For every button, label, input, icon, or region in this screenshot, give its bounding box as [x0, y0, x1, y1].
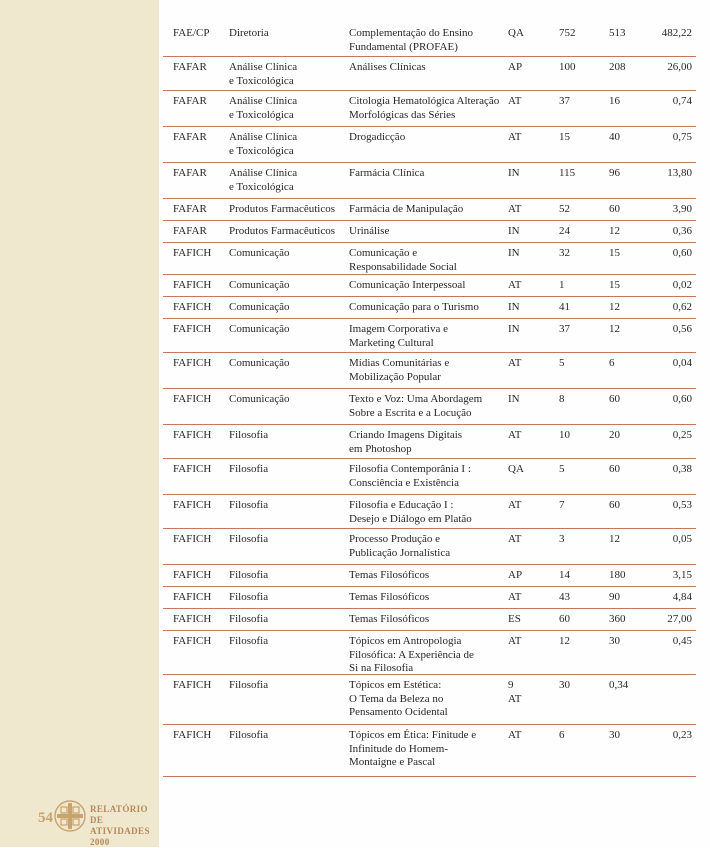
- hours-cell: 0,34: [609, 679, 629, 691]
- unit-cell: FAFAR: [173, 225, 207, 237]
- hours-cell: 12: [609, 323, 620, 335]
- dept-cell: Comunicação: [229, 393, 290, 405]
- hours-cell: 360: [609, 613, 626, 625]
- hours-cell: 12: [609, 225, 620, 237]
- hours-cell: 12: [609, 301, 620, 313]
- table-row: [163, 274, 696, 297]
- type-cell: IN: [508, 323, 520, 335]
- enrolled-cell: 24: [559, 225, 570, 237]
- enrolled-cell: 14: [559, 569, 570, 581]
- enrolled-cell: 6: [559, 729, 565, 741]
- course-cell: Temas Filosóficos: [349, 613, 430, 625]
- hours-cell: 15: [609, 279, 620, 291]
- unit-cell: FAFAR: [173, 95, 207, 107]
- unit-cell: FAE/CP: [173, 27, 210, 39]
- type-cell: AT: [508, 533, 522, 545]
- type-cell: AT: [508, 635, 522, 647]
- unit-cell: FAFICH: [173, 429, 212, 441]
- table-row: [163, 424, 696, 459]
- dept-cell: Filosofia: [229, 591, 269, 603]
- dept-cell: Comunicação: [229, 357, 290, 369]
- hours-cell: 40: [609, 131, 620, 143]
- dept-cell: Comunicação: [229, 323, 290, 335]
- dept-cell: Filosofia: [229, 635, 269, 647]
- course-cell: Mídias Comunitárias e Mobilização Popular: [349, 357, 450, 383]
- type-cell: IN: [508, 301, 520, 313]
- value-cell: 482,22: [661, 27, 692, 39]
- course-cell: Análises Clínicas: [349, 61, 426, 73]
- value-cell: 0,74: [672, 95, 692, 107]
- value-cell: 27,00: [667, 613, 692, 625]
- course-cell: Temas Filosóficos: [349, 569, 430, 581]
- value-cell: 3,15: [672, 569, 692, 581]
- value-cell: 0,23: [672, 729, 692, 741]
- unit-cell: FAFICH: [173, 569, 212, 581]
- course-cell: Temas Filosóficos: [349, 591, 430, 603]
- hours-cell: 16: [609, 95, 620, 107]
- table-row: [163, 724, 696, 777]
- table-row: [163, 586, 696, 609]
- hours-cell: 60: [609, 203, 620, 215]
- table-row: [163, 296, 696, 319]
- table-row: [163, 528, 696, 565]
- value-cell: 0,45: [672, 635, 692, 647]
- page-number: 54: [38, 810, 53, 826]
- type-cell: QA: [508, 463, 524, 475]
- unit-cell: FAFICH: [173, 613, 212, 625]
- course-cell: Tópicos em Antropologia Filosófica: A Experiência de Si na Filosofia: [349, 635, 474, 674]
- course-cell: Criando Imagens Digitais em Photoshop: [349, 429, 463, 455]
- course-cell: Drogadicção: [349, 131, 406, 143]
- table-row: [163, 220, 696, 243]
- enrolled-cell: 7: [559, 499, 565, 511]
- table-row: [163, 22, 696, 57]
- table-row: [163, 318, 696, 353]
- table-row: [163, 90, 696, 127]
- dept-cell: Análise Clínica e Toxicológica: [229, 61, 298, 87]
- dept-cell: Diretoria: [229, 27, 269, 39]
- type-cell: AP: [508, 61, 523, 73]
- table-row: [163, 564, 696, 587]
- dept-cell: Produtos Farmacêuticos: [229, 225, 336, 237]
- table-row: [163, 352, 696, 389]
- type-cell: AT: [508, 131, 522, 143]
- value-cell: 0,60: [672, 393, 692, 405]
- course-cell: Filosofia e Educação I : Desejo e Diálogo em Platão: [349, 499, 472, 525]
- course-cell: Comunicação e Responsabilidade Social: [349, 247, 457, 273]
- enrolled-cell: 43: [559, 591, 570, 603]
- dept-cell: Filosofia: [229, 499, 269, 511]
- hours-cell: 96: [609, 167, 620, 179]
- value-cell: 0,36: [672, 225, 692, 237]
- course-cell: Filosofia Contemporânia I : Consciência e Existência: [349, 463, 471, 489]
- type-cell: ES: [508, 613, 521, 625]
- unit-cell: FAFAR: [173, 167, 207, 179]
- unit-cell: FAFAR: [173, 203, 207, 215]
- dept-cell: Análise Clínica e Toxicológica: [229, 131, 298, 157]
- report-title: [90, 804, 163, 848]
- enrolled-cell: 37: [559, 95, 570, 107]
- value-cell: 0,75: [672, 131, 692, 143]
- table-row: [163, 126, 696, 163]
- table-row: [163, 674, 696, 725]
- enrolled-cell: 5: [559, 357, 565, 369]
- dept-cell: Filosofia: [229, 679, 269, 691]
- unit-cell: FAFICH: [173, 533, 212, 545]
- hours-cell: 180: [609, 569, 626, 581]
- dept-cell: Filosofia: [229, 569, 269, 581]
- table-row: [163, 494, 696, 529]
- unit-cell: FAFAR: [173, 61, 207, 73]
- unit-cell: FAFICH: [173, 591, 212, 603]
- enrolled-cell: 3: [559, 533, 565, 545]
- course-cell: Tópicos em Estética: O Tema da Beleza no Pensamento Ocidental: [349, 679, 448, 718]
- type-cell: AT: [508, 729, 522, 741]
- enrolled-cell: 752: [559, 27, 576, 39]
- value-cell: 0,53: [672, 499, 692, 511]
- value-cell: 0,25: [672, 429, 692, 441]
- value-cell: 0,02: [672, 279, 692, 291]
- unit-cell: FAFICH: [173, 499, 212, 511]
- enrolled-cell: 12: [559, 635, 570, 647]
- type-cell: AT: [508, 203, 522, 215]
- dept-cell: Comunicação: [229, 247, 290, 259]
- enrolled-cell: 15: [559, 131, 570, 143]
- value-cell: 3,90: [672, 203, 692, 215]
- enrolled-cell: 32: [559, 247, 570, 259]
- course-cell: Texto e Voz: Uma Abordagem Sobre a Escrita e a Locução: [349, 393, 483, 419]
- dept-cell: Filosofia: [229, 729, 269, 741]
- type-cell: 9 AT: [508, 679, 522, 705]
- value-cell: 0,62: [672, 301, 692, 313]
- page-footer: [38, 800, 163, 847]
- hours-cell: 60: [609, 463, 620, 475]
- enrolled-cell: 37: [559, 323, 570, 335]
- unit-cell: FAFICH: [173, 301, 212, 313]
- dept-cell: Análise Clínica e Toxicológica: [229, 167, 298, 193]
- type-cell: IN: [508, 167, 520, 179]
- unit-cell: FAFICH: [173, 247, 212, 259]
- unit-cell: FAFICH: [173, 393, 212, 405]
- course-cell: Farmácia de Manipulação: [349, 203, 464, 215]
- hours-cell: 30: [609, 635, 620, 647]
- unit-cell: FAFICH: [173, 323, 212, 335]
- course-cell: Comunicação para o Turismo: [349, 301, 479, 313]
- course-cell: Complementação do Ensino Fundamental (PROFAE): [349, 27, 474, 53]
- dept-cell: Comunicação: [229, 301, 290, 313]
- hours-cell: 6: [609, 357, 615, 369]
- course-cell: Tópicos em Ética: Finitude e Infinitude do Homem- Montaigne e Pascal: [349, 729, 477, 768]
- unit-cell: FAFICH: [173, 279, 212, 291]
- course-cell: Processo Produção e Publicação Jornalística: [349, 533, 451, 559]
- type-cell: AT: [508, 279, 522, 291]
- table-row: [163, 198, 696, 221]
- unit-cell: FAFICH: [173, 635, 212, 647]
- type-cell: IN: [508, 247, 520, 259]
- unit-cell: FAFICH: [173, 463, 212, 475]
- table-row: [163, 56, 696, 91]
- report-title-line2: ATIVIDADES 2000: [90, 826, 150, 847]
- hours-cell: 20: [609, 429, 620, 441]
- enrolled-cell: 5: [559, 463, 565, 475]
- dept-cell: Análise Clínica e Toxicológica: [229, 95, 298, 121]
- unit-cell: FAFICH: [173, 357, 212, 369]
- table-row: [163, 458, 696, 495]
- value-cell: 26,00: [667, 61, 692, 73]
- hours-cell: 90: [609, 591, 620, 603]
- course-cell: Imagem Corporativa e Marketing Cultural: [349, 323, 448, 349]
- hours-cell: 60: [609, 393, 620, 405]
- type-cell: IN: [508, 393, 520, 405]
- value-cell: 0,05: [672, 533, 692, 545]
- enrolled-cell: 60: [559, 613, 570, 625]
- value-cell: 0,38: [672, 463, 692, 475]
- type-cell: AT: [508, 95, 522, 107]
- dept-cell: Filosofia: [229, 533, 269, 545]
- hours-cell: 60: [609, 499, 620, 511]
- enrolled-cell: 10: [559, 429, 570, 441]
- report-title-line1: RELATÓRIO DE: [90, 804, 148, 825]
- course-cell: Farmácia Clínica: [349, 167, 425, 179]
- value-cell: 0,04: [672, 357, 692, 369]
- ufmg-logo-icon: [54, 800, 86, 832]
- enrolled-cell: 1: [559, 279, 565, 291]
- hours-cell: 208: [609, 61, 626, 73]
- type-cell: AP: [508, 569, 523, 581]
- dept-cell: Filosofia: [229, 463, 269, 475]
- enrolled-cell: 115: [559, 167, 576, 179]
- table-row: [163, 388, 696, 425]
- course-cell: Citologia Hematológica Alteração Morfológicas das Séries: [349, 95, 500, 121]
- sidebar-strip: [0, 0, 159, 847]
- unit-cell: FAFICH: [173, 729, 212, 741]
- enrolled-cell: 52: [559, 203, 570, 215]
- value-cell: 0,56: [672, 323, 692, 335]
- hours-cell: 15: [609, 247, 620, 259]
- course-cell: Urinálise: [349, 225, 390, 237]
- enrolled-cell: 100: [559, 61, 576, 73]
- type-cell: AT: [508, 591, 522, 603]
- enrolled-cell: 41: [559, 301, 570, 313]
- course-cell: Comunicação Interpessoal: [349, 279, 466, 291]
- table-row: [163, 608, 696, 631]
- hours-cell: 513: [609, 27, 626, 39]
- value-cell: 13,80: [667, 167, 692, 179]
- type-cell: AT: [508, 499, 522, 511]
- dept-cell: Comunicação: [229, 279, 290, 291]
- value-cell: 4,84: [672, 591, 692, 603]
- unit-cell: FAFAR: [173, 131, 207, 143]
- hours-cell: 12: [609, 533, 620, 545]
- type-cell: IN: [508, 225, 520, 237]
- type-cell: QA: [508, 27, 524, 39]
- table-row: [163, 242, 696, 275]
- dept-cell: Produtos Farmacêuticos: [229, 203, 336, 215]
- dept-cell: Filosofia: [229, 613, 269, 625]
- value-cell: 0,60: [672, 247, 692, 259]
- table-row: [163, 162, 696, 199]
- type-cell: AT: [508, 357, 522, 369]
- type-cell: AT: [508, 429, 522, 441]
- enrolled-cell: 30: [559, 679, 570, 691]
- enrolled-cell: 8: [559, 393, 565, 405]
- unit-cell: FAFICH: [173, 679, 212, 691]
- dept-cell: Filosofia: [229, 429, 269, 441]
- hours-cell: 30: [609, 729, 620, 741]
- table-row: [163, 630, 696, 675]
